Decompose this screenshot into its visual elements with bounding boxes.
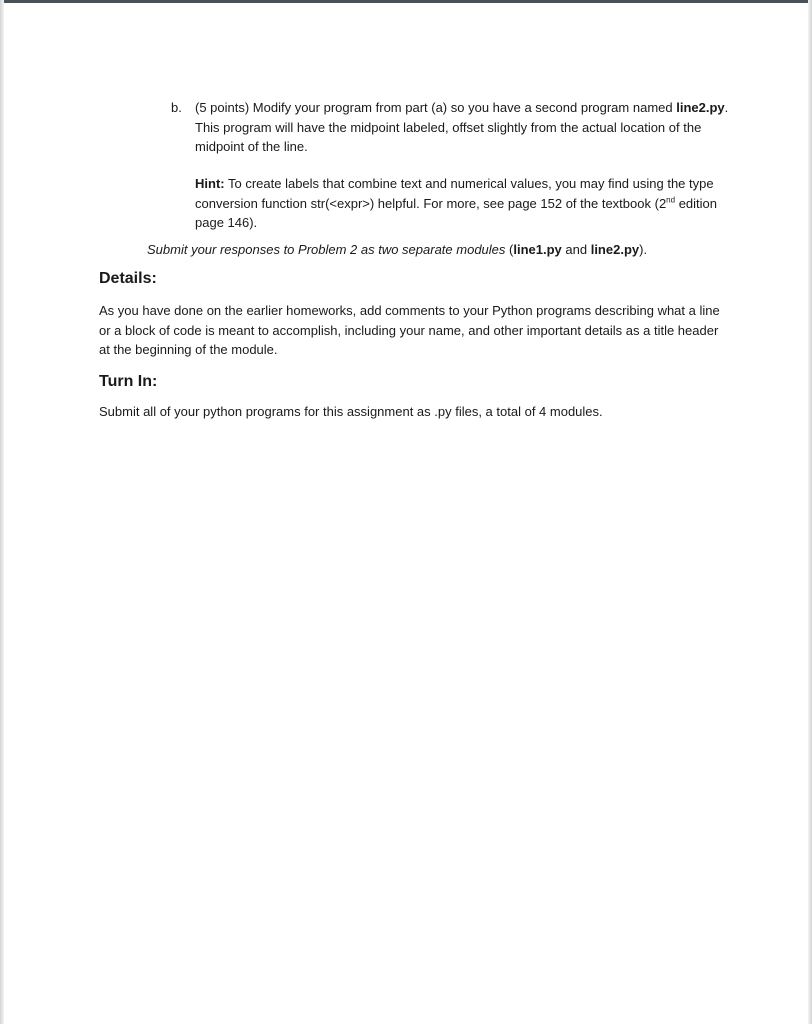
part-b-rest: . This program will have the midpoint labeled, offset slightly from the actual location of the midpoint of the line. — [195, 100, 729, 154]
details-heading: Details: — [99, 270, 157, 287]
submit-file2: line2.py — [590, 242, 640, 257]
part-b-filename: line2.py — [676, 100, 725, 115]
submit-open: ( — [505, 242, 514, 257]
page-left-edge — [0, 0, 4, 1024]
submit-and: and — [561, 242, 591, 257]
submit-lead: Submit your responses to Problem 2 as two separate modules — [147, 242, 506, 257]
hint-label: Hint: — [195, 176, 225, 191]
part-b-text — [195, 98, 731, 157]
hint-edition-open: (2 — [654, 195, 667, 211]
submit-close: ). — [639, 242, 648, 257]
list-marker: b. — [171, 100, 182, 115]
page-right-edge — [808, 0, 812, 1024]
hint-text: To create labels that combine text and numerical values, you may find using the type conversion function str(<expr>) helpful. For more, see page 152 of the textbook — [195, 176, 714, 211]
turn-in-paragraph: Submit all of your python programs for this assignment as .py files, a total of 4 modules. — [99, 404, 603, 419]
submit-file1: line1.py — [513, 242, 562, 257]
hint-edition-rest: edition page 146). — [195, 195, 717, 230]
submit-instruction — [147, 240, 767, 260]
hint-edition-sup: nd — [666, 195, 676, 205]
hint-paragraph — [195, 174, 725, 233]
turn-in-heading: Turn In: — [99, 373, 158, 390]
part-b-prefix: (5 points) Modify your program from part (a) so you have a second program named — [195, 100, 673, 115]
window-top-border — [0, 0, 812, 3]
list-item-part-b — [171, 98, 731, 157]
details-paragraph: As you have done on the earlier homeworks, add comments to your Python programs describing what a line or a block of code is meant to accomplish, including your name, and other important details as a title header at the beginning of the module. — [99, 303, 720, 357]
